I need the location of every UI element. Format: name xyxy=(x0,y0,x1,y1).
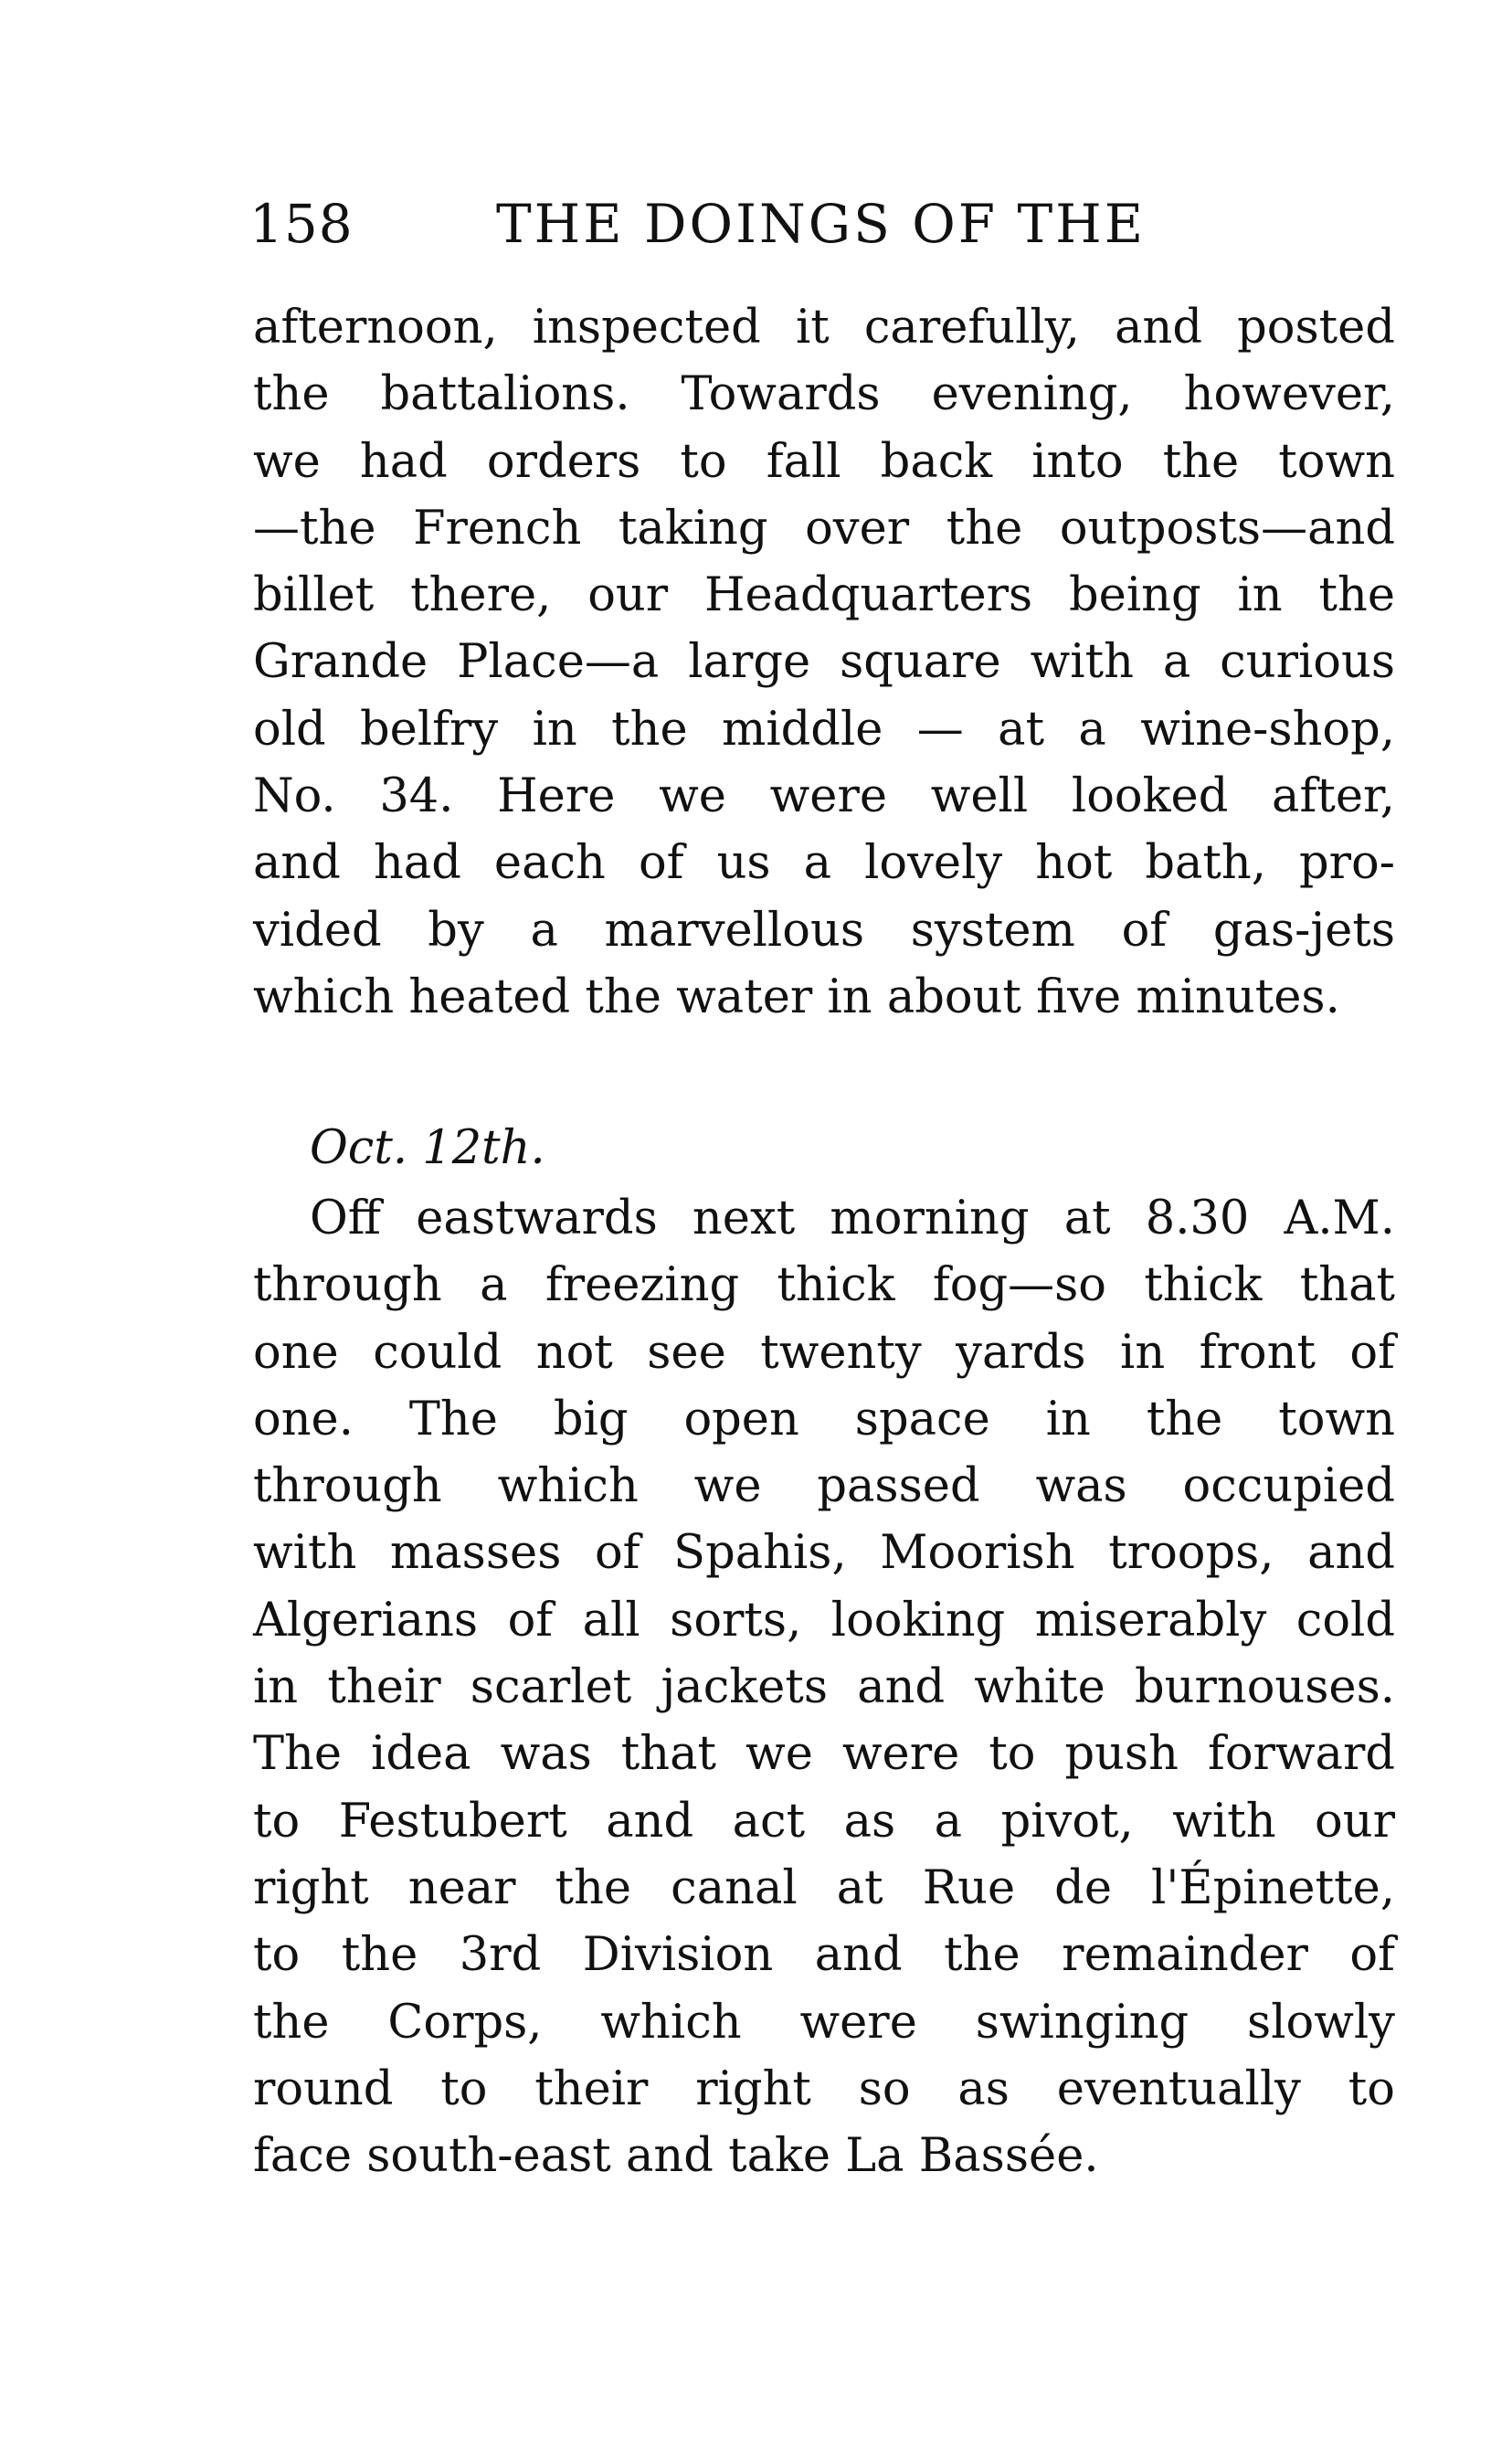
text-line: one. The big open space in the town xyxy=(253,1392,1395,1446)
text-line: —the French taking over the outposts—and xyxy=(253,501,1395,556)
text-line: face south-east and take La Bassée. xyxy=(253,2129,1099,2184)
paragraph-2 xyxy=(253,1185,1395,2189)
text-line: Grande Place—a large square with a curious xyxy=(253,635,1395,690)
text-line: billet there, our Headquarters being in the xyxy=(253,568,1395,623)
paragraph-1 xyxy=(253,294,1395,1031)
text-line: in their scarlet jackets and white burnouses. xyxy=(253,1660,1395,1715)
text-line: to the 3rd Division and the remainder of xyxy=(253,1928,1395,1983)
text-line: which heated the water in about five minutes. xyxy=(253,970,1340,1024)
text-line: afternoon, inspected it carefully, and posted xyxy=(253,301,1395,355)
text-line: old belfry in the middle — at a wine-shop, xyxy=(253,702,1395,757)
text-line: and had each of us a lovely hot bath, pro- xyxy=(253,836,1395,891)
text-line: one could not see twenty yards in front of xyxy=(253,1325,1395,1380)
text-line: to Festubert and act as a pivot, with our xyxy=(253,1794,1395,1849)
text-line: we had orders to fall back into the town xyxy=(253,434,1395,489)
text-line: the Corps, which were swinging slowly xyxy=(253,1995,1395,2050)
text-line: The idea was that we were to push forward xyxy=(253,1727,1395,1782)
text-line: round to their right so as eventually to xyxy=(253,2061,1395,2116)
text-line: Off eastwards next morning at 8.30 A.M. xyxy=(310,1192,1395,1245)
text-line: vided by a marvellous system of gas-jets xyxy=(253,903,1395,958)
text-line: with masses of Spahis, Moorish troops, and xyxy=(253,1526,1395,1581)
text-line: through which we passed was occupied xyxy=(253,1459,1395,1514)
text-line: through a freezing thick fog—so thick that xyxy=(253,1258,1395,1313)
text-line: the battalions. Towards evening, however, xyxy=(253,367,1395,422)
text-line: No. 34. Here we were well looked after, xyxy=(253,769,1395,824)
page-number: 158 xyxy=(249,193,354,255)
text-line: right near the canal at Rue de l'Épinette, xyxy=(253,1860,1395,1915)
page-header xyxy=(249,187,1405,260)
date-heading: Oct. 12th. xyxy=(310,1121,545,1175)
text-line: Algerians of all sorts, looking miserably cold xyxy=(253,1593,1395,1648)
running-head: THE DOINGS OF THE xyxy=(496,193,1147,255)
